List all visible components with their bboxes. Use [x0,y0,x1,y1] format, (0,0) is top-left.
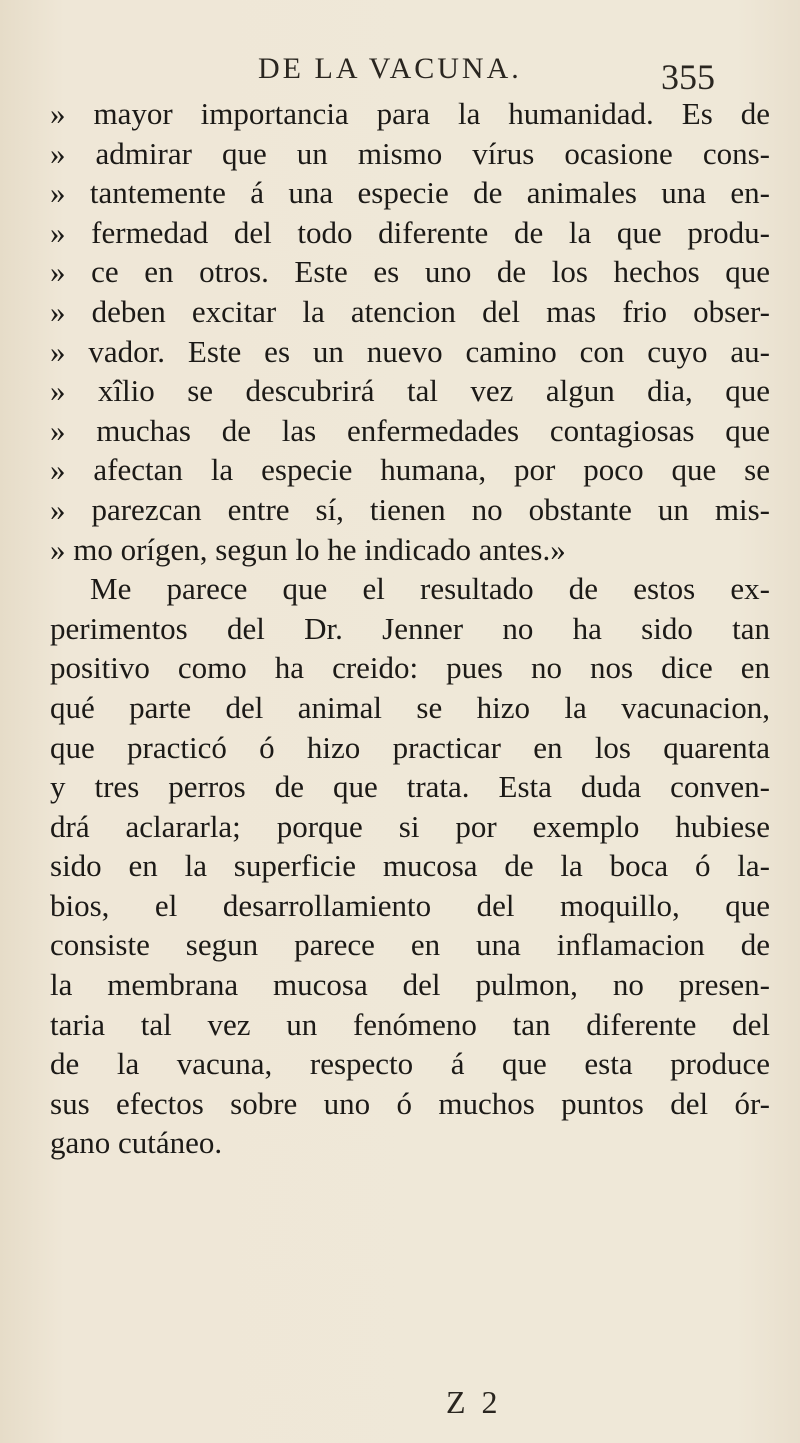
text-line: que practicó ó hizo practicar en los quarenta [50,729,770,765]
text-line: » parezcan entre sí, tienen no obstante un mis- [50,491,770,527]
text-line: » mayor importancia para la humanidad. Es de [50,96,770,131]
page-number: 355 [661,57,715,97]
text-line: taria tal vez un fenómeno tan diferente del [50,1006,770,1042]
text-line: » vador. Este es un nuevo camino con cuyo au- [50,333,770,369]
text-line: perimentos del Dr. Jenner no ha sido tan [50,610,770,646]
text-line: sido en la superficie mucosa de la boca ó la- [50,848,770,884]
text-line: gano cutáneo. [50,1125,223,1161]
text-line: » deben excitar la atencion del mas frio obser- [50,293,770,329]
text-line: y tres perros de que trata. Esta duda conven- [50,769,770,805]
text-line: » ce en otros. Este es uno de los hechos que [50,254,770,290]
text-line: de la vacuna, respecto á que esta produce [50,1046,770,1082]
text-line: qué parte del animal se hizo la vacunacion, [50,689,770,725]
running-head: DE LA VACUNA. [258,52,522,85]
text-line: » xîlio se descubrirá tal vez algun dia, que [50,373,770,409]
body-text [50,94,770,1163]
text-line: » muchas de las enfermedades contagiosas que [50,412,770,448]
text-line: consiste segun parece en una inflamacion de [50,927,770,963]
text-line: » fermedad del todo diferente de la que produ- [50,214,770,250]
text-line: » afectan la especie humana, por poco que se [50,452,770,488]
text-line: bios, el desarrollamiento del moquillo, que [50,887,770,923]
text-line: positivo como ha creido: pues no nos dice en [50,650,770,686]
text-line: la membrana mucosa del pulmon, no presen- [50,967,770,1003]
text-line: » mo orígen, segun lo he indicado antes.» [50,531,566,567]
text-line: » tantemente á una especie de animales una en- [50,175,770,211]
text-line: Me parece que el resultado de estos ex- [90,571,770,607]
text-line: » admirar que un mismo vírus ocasione cons- [50,135,770,171]
text-line: sus efectos sobre uno ó muchos puntos del ór- [50,1085,770,1121]
text-line: drá aclararla; porque si por exemplo hubiese [50,808,770,844]
signature-mark: Z 2 [446,1384,502,1420]
